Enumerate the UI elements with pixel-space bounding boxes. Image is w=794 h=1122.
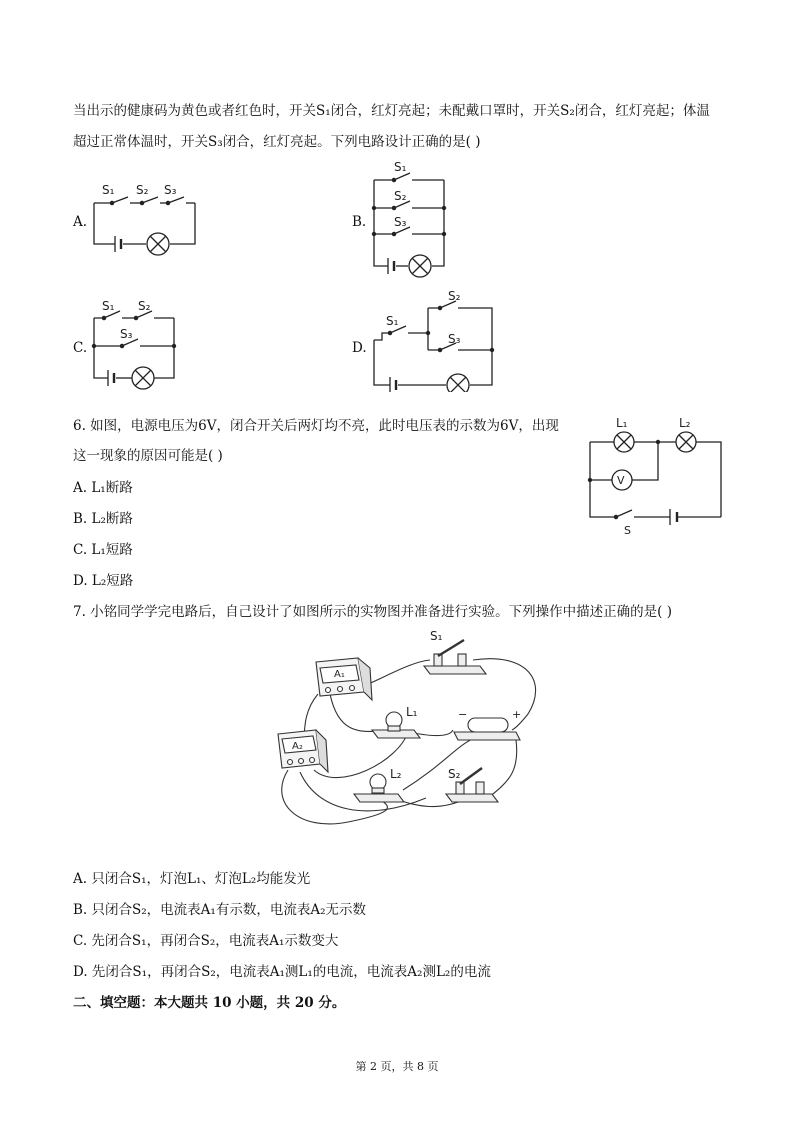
q6-circuit <box>582 412 727 536</box>
label-s1: S₁ <box>394 160 407 174</box>
label-s1: S₁ <box>102 183 115 197</box>
q6-option-c[interactable]: C. L₁短路 <box>73 542 133 558</box>
label-s2: S₂ <box>448 289 461 303</box>
label-s3: S₃ <box>164 183 177 197</box>
q7-stem: 7. 小铭同学学完电路后，自己设计了如图所示的实物图并准备进行实验。下列操作中描述正确的是( ) <box>73 604 672 620</box>
label-s2: S₂ <box>136 183 149 197</box>
label-s2: S₂ <box>448 767 461 781</box>
section-2-heading: 二、填空题：本大题共 10 小题，共 20 分。 <box>73 995 346 1011</box>
q7-option-d[interactable]: D. 先闭合S₁，再闭合S₂，电流表A₁测L₁的电流，电流表A₂测L₂的电流 <box>73 964 491 980</box>
label-s3: S₃ <box>448 332 461 346</box>
q5-option-d-label[interactable]: D. <box>352 340 367 356</box>
q6-stem-line1: 6. 如图，电源电压为6V，闭合开关后两灯均不亮，此时电压表的示数为6V，出现 <box>73 418 559 434</box>
q6-option-d[interactable]: D. L₂短路 <box>73 573 134 589</box>
label-s3: S₃ <box>120 327 133 341</box>
label-s2: S₂ <box>394 189 407 203</box>
q5-stem-line1: 当出示的健康码为黄色或者红色时，开关S₁闭合，红灯亮起；未配戴口罩时，开关S₂闭合，红灯亮起；体温 <box>73 103 710 119</box>
label-plus: + <box>512 708 522 721</box>
label-a2: A₂ <box>292 741 303 752</box>
label-l1: L₁ <box>616 416 628 430</box>
label-l1: L₁ <box>406 705 418 719</box>
label-minus: − <box>458 708 468 721</box>
q6-stem-line2: 这一现象的原因可能是( ) <box>73 448 223 464</box>
q7-option-a[interactable]: A. 只闭合S₁，灯泡L₁、灯泡L₂均能发光 <box>73 871 311 887</box>
q7-option-b[interactable]: B. 只闭合S₂，电流表A₁有示数，电流表A₂无示数 <box>73 902 366 918</box>
q7-apparatus-figure <box>258 622 558 834</box>
q5-option-b-label[interactable]: B. <box>352 214 367 230</box>
label-s3: S₃ <box>394 215 407 229</box>
q6-option-b[interactable]: B. L₂断路 <box>73 511 133 527</box>
q5-stem-line2: 超过正常体温时，开关S₃闭合，红灯亮起。下列电路设计正确的是( ) <box>73 134 481 150</box>
q6-option-a[interactable]: A. L₁断路 <box>73 480 133 496</box>
label-l2: L₂ <box>390 767 402 781</box>
label-a1: A₁ <box>334 669 345 680</box>
q5-option-c-circuit[interactable] <box>88 296 183 391</box>
label-s1: S₁ <box>386 314 399 328</box>
label-s1: S₁ <box>430 629 443 643</box>
label-l2: L₂ <box>679 416 691 430</box>
label-s1: S₁ <box>102 299 115 313</box>
voltmeter-label: V <box>617 474 625 487</box>
switch-label: S <box>624 524 631 536</box>
q5-option-a-label[interactable]: A. <box>73 214 88 230</box>
q5-option-c-label[interactable]: C. <box>73 340 88 356</box>
page-footer: 第 2 页，共 8 页 <box>355 1060 439 1073</box>
q7-option-c[interactable]: C. 先闭合S₁，再闭合S₂，电流表A₁示数变大 <box>73 933 339 949</box>
label-s2: S₂ <box>138 299 151 313</box>
q5-option-a-circuit[interactable] <box>88 178 203 260</box>
q5-option-b-circuit[interactable] <box>368 160 453 282</box>
q5-option-d-circuit[interactable] <box>368 288 500 392</box>
